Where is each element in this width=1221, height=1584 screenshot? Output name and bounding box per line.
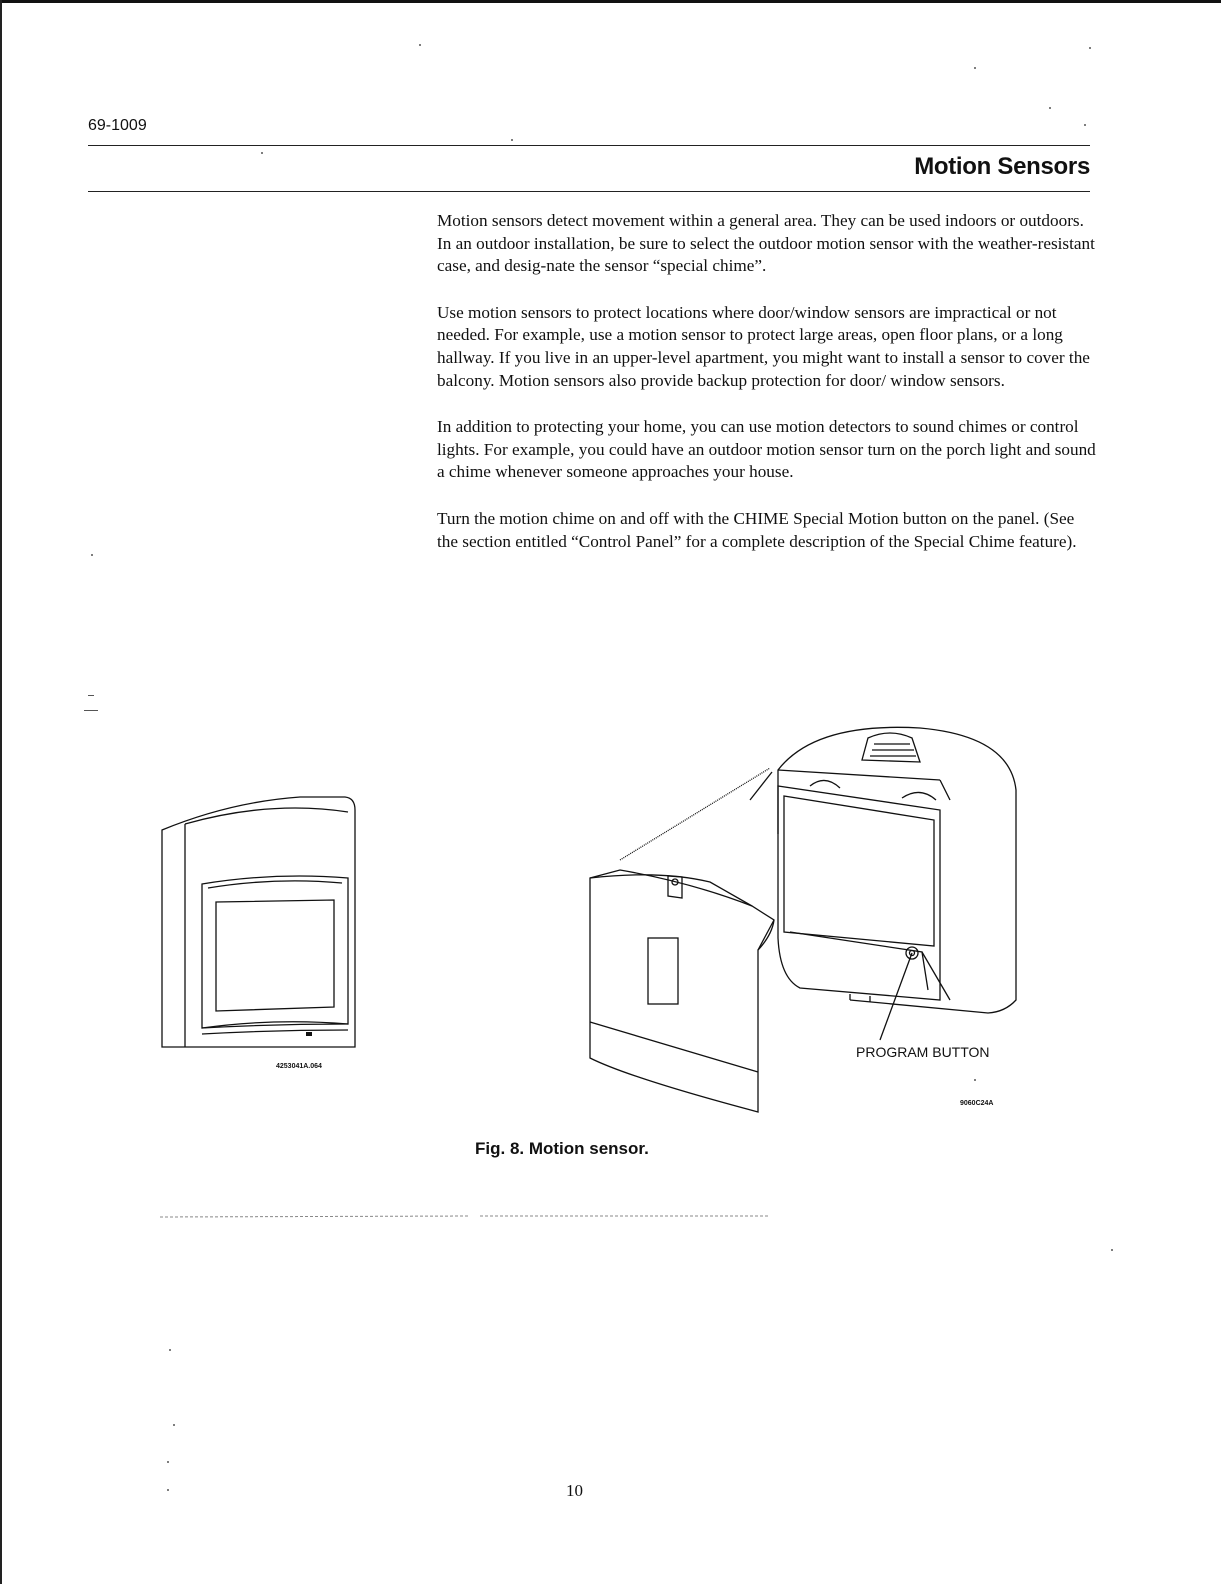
figure-caption: Fig. 8. Motion sensor. — [475, 1139, 649, 1158]
paragraph-4: Turn the motion chime on and off with the CHIME Special Motion button on the panel. (See the section entitled “Control Panel” for a complete description of the Special Chime feature). — [437, 508, 1077, 551]
paragraph-3: In addition to protecting your home, you can use motion detectors to sound chimes or control lights. For example, you could have an outdoor motion sensor turn on the porch light and sound a chime whenever someone approaches your house. — [437, 417, 1096, 482]
doc-number: 69-1009 — [88, 117, 147, 134]
program-button-callout: PROGRAM BUTTON — [856, 1044, 990, 1060]
section-title: Motion Sensors — [914, 153, 1090, 180]
part-code-left: 4253041A.064 — [276, 1063, 322, 1070]
page-number: 10 — [566, 1481, 583, 1500]
part-code-right: 9060C24A — [960, 1100, 994, 1107]
paragraph-1: Motion sensors detect movement within a general area. They can be used indoors or outdoors. In an outdoor installation, be sure to select the outdoor motion sensor with the weather-resistant case, and desig-nate the sensor “special chime”. — [437, 211, 1095, 276]
paragraph-2: Use motion sensors to protect locations where door/window sensors are impractical or not needed. For example, use a motion sensor to protect large areas, open floor plans, or a long hallway. If you live in an upper-level apartment, you might want to install a sensor to cover the balcony. Motion sensors also provide backup protection for door/ window sensors. — [437, 302, 1090, 390]
